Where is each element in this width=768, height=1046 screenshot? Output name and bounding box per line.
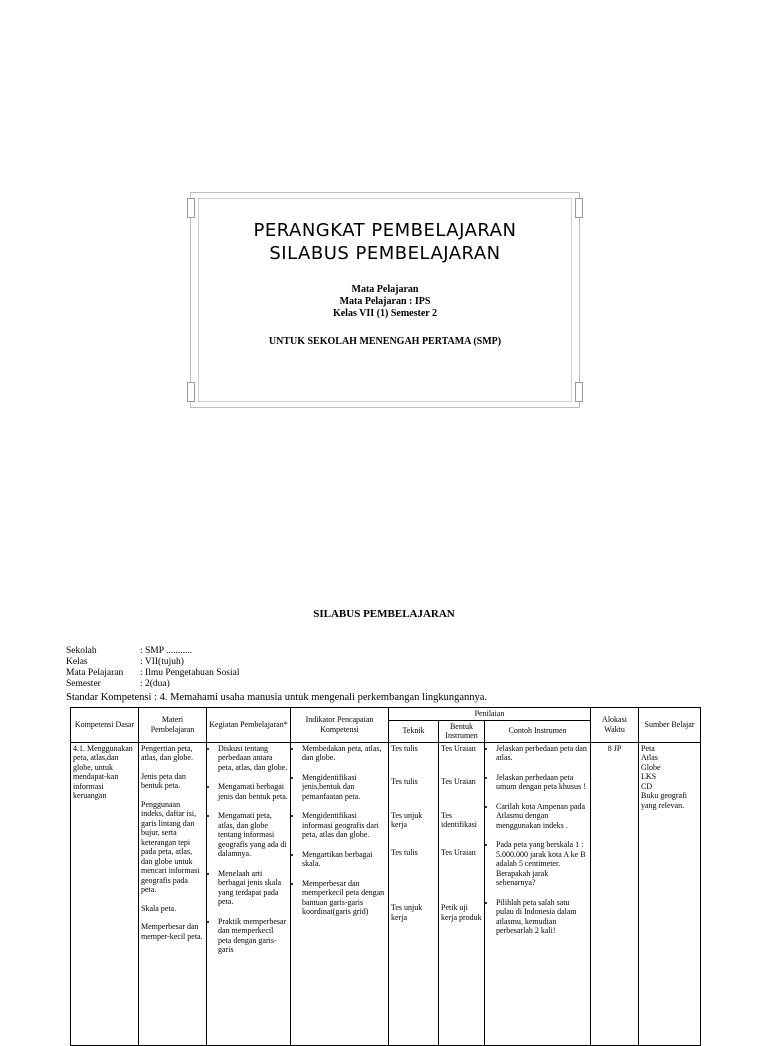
teknik-item: Tes tulis [391, 847, 418, 857]
materi-item: Penggunaan indeks, daftar isi, garis lintang dan bujur, serta keterangan tepi pada peta, atlas, dan globe untuk mencari informasi geografis pada peta. [141, 799, 200, 894]
materi-item: Memperbesar dan memper-kecil peta. [141, 922, 203, 941]
indikator-item: • Mengidentifikasi informasi geografis dari peta, atlas dan globe. [302, 811, 386, 840]
header-indikator: Indikator Pencapaian Kompetensi [291, 708, 389, 743]
cover-title-line2: SILABUS PEMBELAJARAN [269, 243, 501, 264]
info-value: : Ilmu Pengetahuan Sosial [140, 668, 240, 678]
info-value: : SMP ........... [140, 646, 193, 656]
cover-box [190, 192, 580, 408]
kegiatan-item: • Diskusi tentang perbedaan antara peta, atlas, dan globe. [218, 744, 288, 773]
table-row [71, 742, 701, 1045]
cell-kegiatan [207, 742, 291, 1045]
cover-subject-line: Mata Pelajaran [351, 284, 419, 295]
header-kegiatan: Kegiatan Pembelajaran* [207, 708, 291, 743]
cover-school-line: UNTUK SEKOLAH MENENGAH PERTAMA (SMP) [268, 336, 502, 347]
cell-materi [139, 742, 207, 1045]
kegiatan-item: • Mengamati peta, atlas, dan globe tentang informasi geografis yang ada di dalamnya. [218, 811, 288, 859]
teknik-item: Tes tulis [391, 743, 418, 753]
frame-corner [575, 198, 583, 218]
sumber-item: Buku geografi yang relevan. [641, 791, 687, 810]
bentuk-item: Petik uji kerja produk [441, 903, 482, 922]
sumber-item: Globe [641, 762, 661, 772]
header-materi: Materi Pembelajaran [139, 708, 207, 743]
info-value: : VII(tujuh) [140, 657, 184, 667]
header-bentuk: Bentuk Instrumen [439, 720, 485, 742]
frame-corner [187, 382, 195, 402]
sumber-item: Peta [641, 743, 655, 753]
frame-corner [187, 198, 195, 218]
header-contoh: Contoh Instrumen [485, 720, 591, 742]
info-key: Semester [66, 679, 101, 689]
bentuk-item: Tes Uraian [441, 743, 476, 753]
materi-item: Pengertian peta, atlas, dan globe. [141, 743, 193, 762]
cell-contoh [485, 742, 591, 1045]
info-row [66, 646, 239, 657]
kegiatan-item: • Menelaah arti berbagai jenis skala yang terdapat pada peta. [218, 869, 288, 907]
syllabus-title: SILABUS PEMBELAJARAN [313, 608, 455, 620]
info-row [66, 679, 239, 690]
cell-bentuk [439, 742, 485, 1045]
bentuk-item: Tes Uraian [441, 847, 476, 857]
header-penilaian: Penilaian [389, 708, 591, 721]
cell-kompetensi-dasar: 4.1. Menggunakan peta, atlas,dan globe, untuk mendapat-kan informasi keruangan [71, 742, 139, 1045]
table-header-row [71, 708, 701, 721]
header-alokasi: Alokasi Waktu [591, 708, 639, 743]
materi-item: Skala peta. [141, 903, 177, 913]
cover-title-line1: PERANGKAT PEMBELAJARAN [253, 220, 517, 241]
indikator-item: • Mengartikan berbagai skala. [302, 850, 386, 869]
teknik-item: Tes unjuk kerja [391, 810, 423, 829]
indikator-item: • Mengidentifikasi jenis,bentuk dan pemanfaatan peta. [302, 773, 386, 802]
contoh-item: • Jelaskan perbedaan peta umum dengan peta khusus ! [496, 773, 588, 792]
bentuk-item: Tes identifikasi [441, 810, 477, 829]
cell-sumber [639, 742, 701, 1045]
info-key: Mata Pelajaran [66, 668, 124, 678]
teknik-item: Tes unjuk kerja [391, 903, 423, 922]
info-key: Sekolah [66, 646, 97, 656]
contoh-item: • Jelaskan perbedaan peta dan atlas. [496, 744, 588, 763]
teknik-item: Tes tulis [391, 777, 418, 786]
info-row [66, 668, 239, 679]
sumber-item: LKS [641, 772, 657, 781]
indikator-item: • Membedakan peta, atlas, dan globe. [302, 744, 386, 763]
cell-teknik [389, 742, 439, 1045]
standard-competency: Standar Kompetensi : 4. Memahami usaha manusia untuk mengenali perkembangan lingkungannya. [66, 692, 488, 703]
header-kompetensi-dasar: Kompetensi Dasar [71, 708, 139, 743]
indikator-item: • Memperbesar dan memperkecil peta dengan bantuan garis-garis koordinat(garis grid) [302, 879, 386, 917]
info-value: : 2(dua) [140, 679, 170, 689]
kegiatan-item: • Mengamati berbagai jenis dan bentuk peta. [218, 782, 288, 801]
contoh-item: • Pilihlah peta salah satu pulau di Indonesia dalam atlasmu, kemudian perbesarlah 2 kali! [496, 898, 588, 936]
bentuk-item: Tes Uraian [441, 777, 476, 786]
frame-corner [575, 382, 583, 402]
cover-class-line: Kelas VII (1) Semester 2 [332, 308, 438, 319]
kegiatan-item: • Praktik memperbesar dan memperkecil peta dengan garis-garis [218, 917, 288, 955]
syllabus-table [70, 707, 701, 1046]
contoh-item: • Pada peta yang berskala 1 : 5.000.000 jarak kota A ke B adalah 5 centimeter. Berapakah jarak sebenarnya? [496, 840, 588, 888]
cell-indikator [291, 742, 389, 1045]
contoh-item: • Carilah kota Ampenan pada Atlasmu dengan menggunakan indeks . [496, 802, 588, 831]
info-key: Kelas [66, 657, 88, 667]
cover-subject-ips-line: Mata Pelajaran : IPS [339, 296, 431, 307]
header-teknik: Teknik [389, 720, 439, 742]
sumber-item: Atlas [641, 753, 658, 762]
header-sumber: Sumber Belajar [639, 708, 701, 743]
materi-item: Jenis peta dan bentuk peta. [141, 771, 186, 790]
syllabus-info [66, 646, 239, 690]
cell-alokasi: 8 JP [591, 742, 639, 1045]
info-row [66, 657, 239, 668]
sumber-item: CD [641, 781, 653, 791]
